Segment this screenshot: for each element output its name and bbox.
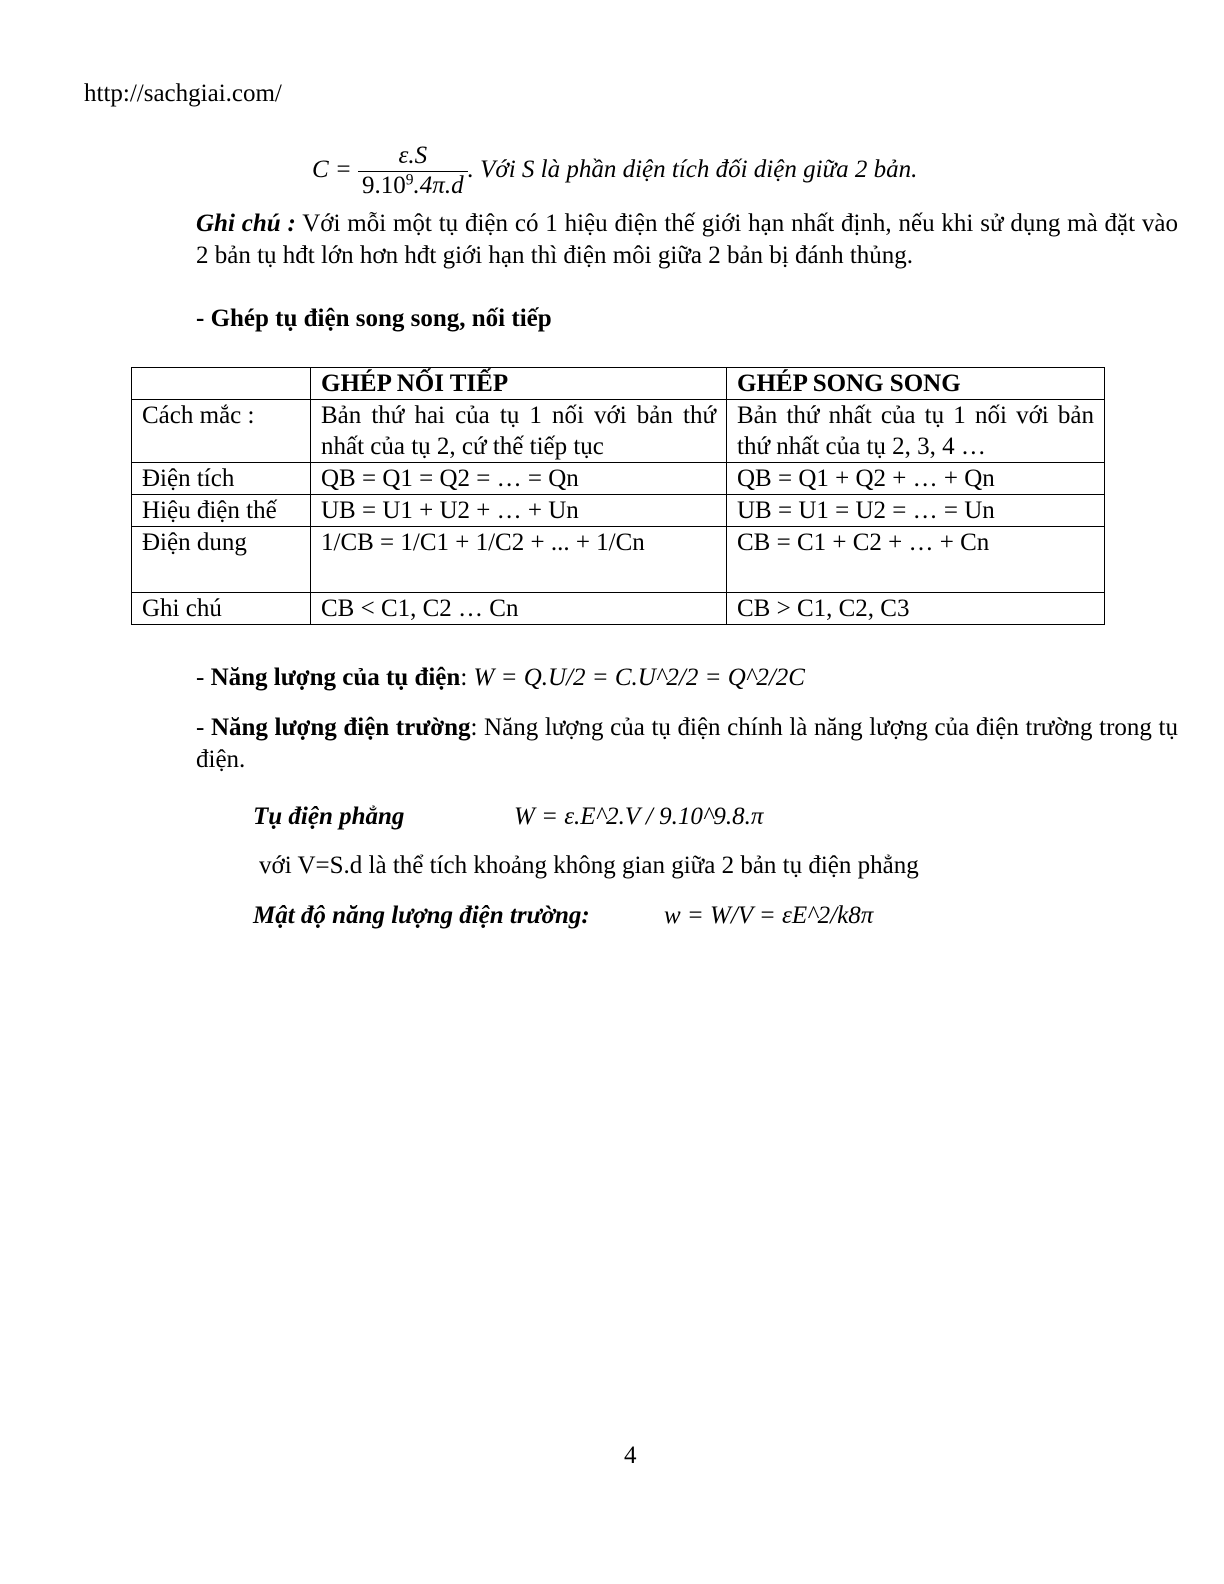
table-row [132,593,1105,625]
page-number: 4 [624,1442,637,1469]
field-energy-paragraph: - Năng lượng điện trường: Năng lượng của tụ điện chính là năng lượng của điện trường trong tụ điện. [196,714,1178,773]
parallel-cell: CB = C1 + C2 + … + Cn [727,527,1105,593]
note-text: Với mỗi một tụ điện có 1 hiệu điện thế giới hạn nhất định, nếu khi sử dụng mà đặt vào 2 bản tụ hđt lớn hơn hđt giới hạn thì điện môi giữa 2 bản bị đánh thủng. [196,210,1178,269]
capacitor-energy-label: Năng lượng của tụ điện [210,664,461,691]
parallel-cell: Bản thứ nhất của tụ 1 nối với bản thứ nhất của tụ 2, 3, 4 … [727,400,1105,463]
header-url: http://sachgiai.com/ [84,80,282,107]
row-label: Hiệu điện thế [132,495,311,527]
parallel-cell: QB = Q1 + Q2 + … + Qn [727,463,1105,495]
flat-capacitor-note: với V=S.d là thể tích khoảng không gian giữa 2 bản tụ điện phẳng [259,852,919,879]
parallel-cell: UB = U1 = U2 = … = Un [727,495,1105,527]
row-label: Điện dung [132,527,311,593]
capacitance-lhs: C = [312,155,352,183]
row-label: Cách mắc : [132,400,311,463]
table-header-parallel: GHÉP SONG SONG [727,368,1105,400]
table-row [132,400,1105,463]
series-cell: QB = Q1 = Q2 = … = Qn [311,463,727,495]
row-label: Ghi chú [132,593,311,625]
series-cell: CB < C1, C2 … Cn [311,593,727,625]
table-row [132,527,1105,593]
capacitance-formula [312,142,917,201]
table-row [132,495,1105,527]
table-header-series: GHÉP NỐI TIẾP [311,368,727,400]
series-cell: 1/CB = 1/C1 + 1/C2 + ... + 1/Cn [311,527,727,593]
table-header-empty [132,368,311,400]
field-energy-label: Năng lượng điện trường [210,714,471,741]
parallel-cell: CB > C1, C2, C3 [727,593,1105,625]
row-label: Điện tích [132,463,311,495]
note-label: Ghi chú : [196,210,296,237]
capacitance-numerator: ε.S [358,142,468,172]
flat-capacitor-label: Tụ điện phẳng [253,803,405,830]
series-cell: Bản thứ hai của tụ 1 nối với bản thứ nhất của tụ 2, cứ thế tiếp tục [311,400,727,463]
table-header-row [132,368,1105,400]
section-heading: - Ghép tụ điện song song, nối tiếp [196,305,552,332]
capacitor-combination-table [131,367,1105,625]
flat-capacitor-formula: W = ε.E^2.V / 9.10^9.8.π [514,803,764,830]
energy-density-formula: w = W/V = εE^2/k8π [664,902,874,929]
capacitor-energy: - Năng lượng của tụ điện: W = Q.U/2 = C.U^2/2 = Q^2/2C [196,664,805,691]
capacitance-denominator: 9.10$^9$.4π.d [362,171,464,199]
field-energy-text: : Năng lượng của tụ điện chính là năng lượng của điện trường trong tụ điện. [196,714,1178,773]
table-row [132,463,1105,495]
series-cell: UB = U1 + U2 + … + Un [311,495,727,527]
note-paragraph [196,208,1178,272]
capacitance-note: . Với S là phần diện tích đối diện giữa 2 bản. [467,155,918,183]
capacitor-energy-formula: W = Q.U/2 = C.U^2/2 = Q^2/2C [473,664,805,691]
capacitance-fraction [358,142,468,201]
energy-density-label: Mật độ năng lượng điện trường: [253,902,590,929]
